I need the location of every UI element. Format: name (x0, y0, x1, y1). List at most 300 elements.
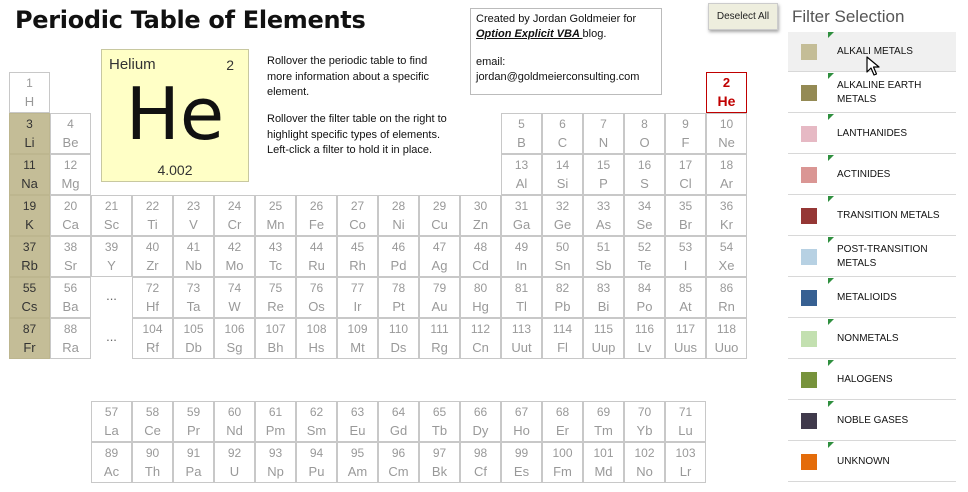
element-symbol: Lr (679, 464, 692, 479)
element-cell-nd[interactable] (214, 401, 255, 442)
element-cell-al[interactable] (501, 154, 542, 195)
element-symbol: Cm (388, 464, 409, 479)
blog-suffix: blog. (582, 27, 607, 40)
atomic-number: 114 (552, 322, 573, 336)
element-symbol: Cn (472, 340, 489, 355)
element-symbol: Y (107, 258, 116, 273)
element-cell-rn[interactable] (706, 277, 747, 318)
element-cell-uut[interactable] (501, 318, 542, 359)
filter-color-swatch (801, 454, 817, 470)
atomic-number: 65 (432, 405, 447, 419)
element-symbol: I (683, 258, 688, 273)
element-symbol: Cu (431, 217, 448, 232)
filter-label: HALOGENS (837, 373, 893, 385)
atomic-number: 30 (473, 199, 488, 213)
element-cell-bk[interactable] (419, 442, 460, 483)
element-cell-xe[interactable] (706, 236, 747, 277)
element-cell-n[interactable] (583, 113, 624, 154)
element-cell-sm[interactable] (296, 401, 337, 442)
element-cell-np[interactable] (255, 442, 296, 483)
atomic-number: 94 (309, 446, 324, 460)
element-symbol: Er (556, 423, 569, 438)
atomic-number: 36 (719, 199, 734, 213)
element-cell-yb[interactable] (624, 401, 665, 442)
atomic-number: 105 (183, 322, 204, 336)
atomic-number: 20 (63, 199, 78, 213)
atomic-number: 61 (268, 405, 283, 419)
element-symbol: Nd (226, 423, 243, 438)
element-symbol: B (517, 135, 526, 150)
credit-line: Created by Jordan Goldmeier for (476, 13, 637, 25)
atomic-number: 117 (675, 322, 696, 336)
email-address[interactable]: jordan@goldmeierconsulting.com (476, 70, 640, 83)
filter-color-swatch (801, 331, 817, 347)
element-symbol: At (679, 299, 692, 314)
filter-label: POST-TRANSITION METALS (837, 243, 928, 269)
atomic-number: 47 (432, 240, 447, 254)
element-cell-nb[interactable] (173, 236, 214, 277)
element-cell-hf[interactable] (132, 277, 173, 318)
atomic-number: 5 (518, 117, 525, 131)
element-cell-o[interactable] (624, 113, 665, 154)
element-symbol: Tl (516, 299, 527, 314)
element-symbol: S (640, 176, 649, 191)
credit-blog-line (476, 27, 656, 42)
element-cell-eu[interactable] (337, 401, 378, 442)
element-cell-h[interactable] (9, 72, 50, 113)
element-symbol: Mn (266, 217, 285, 232)
comment-indicator-icon (828, 442, 834, 448)
atomic-number: 57 (104, 405, 119, 419)
element-symbol: Ne (718, 135, 735, 150)
element-cell-sg[interactable] (214, 318, 255, 359)
element-symbol: Al (515, 176, 528, 191)
element-cell-na[interactable] (9, 154, 50, 195)
element-cell-pb[interactable] (542, 277, 583, 318)
element-cell-v[interactable] (173, 195, 214, 236)
element-cell-p[interactable] (583, 154, 624, 195)
element-cell-i[interactable] (665, 236, 706, 277)
element-cell-f[interactable] (665, 113, 706, 154)
element-symbol: Ac (103, 464, 120, 479)
element-cell-b[interactable] (501, 113, 542, 154)
filter-halogens[interactable] (788, 360, 956, 400)
element-cell-rh[interactable] (337, 236, 378, 277)
element-symbol: Rb (21, 258, 38, 273)
atomic-number: 46 (391, 240, 406, 254)
element-cell-te[interactable] (624, 236, 665, 277)
element-cell-lr[interactable] (665, 442, 706, 483)
element-cell-gd[interactable] (378, 401, 419, 442)
atomic-number: 100 (552, 446, 573, 460)
element-cell-am[interactable] (337, 442, 378, 483)
filter-unknown[interactable] (788, 442, 956, 482)
element-symbol: Ge (553, 217, 572, 232)
atomic-number: 86 (719, 281, 734, 295)
atomic-number: 53 (678, 240, 693, 254)
element-cell-pm[interactable] (255, 401, 296, 442)
element-symbol: K (25, 217, 34, 232)
atomic-number: 12 (63, 158, 78, 172)
atomic-number: 64 (391, 405, 406, 419)
filter-label: TRANSITION METALS (837, 209, 940, 221)
element-cell-bh[interactable] (255, 318, 296, 359)
detail-element-name: Helium (109, 56, 156, 73)
comment-indicator-icon (828, 114, 834, 120)
filter-nonmetals[interactable] (788, 319, 956, 359)
instructions-rollover-table: Rollover the periodic table to find more information about a specific element. (267, 55, 430, 98)
element-symbol: Ga (512, 217, 531, 232)
element-symbol: Ti (147, 217, 158, 232)
filter-post-transition-metals[interactable] (788, 237, 956, 277)
element-cell-kr[interactable] (706, 195, 747, 236)
element-cell-la[interactable] (91, 401, 132, 442)
element-cell-cm[interactable] (378, 442, 419, 483)
element-symbol: Ar (720, 176, 733, 191)
element-cell-pa[interactable] (173, 442, 214, 483)
element-symbol: Ds (390, 340, 407, 355)
actinide-placeholder: ... (106, 329, 117, 344)
atomic-number: 91 (186, 446, 201, 460)
element-cell-uus[interactable] (665, 318, 706, 359)
atomic-number: 116 (634, 322, 655, 336)
element-symbol: Sr (64, 258, 77, 273)
element-cell-se[interactable] (624, 195, 665, 236)
element-symbol: Hf (146, 299, 159, 314)
comment-indicator-icon (828, 360, 834, 366)
element-cell-ra[interactable] (50, 318, 91, 359)
element-cell-fe[interactable] (296, 195, 337, 236)
element-cell-y[interactable] (91, 236, 132, 277)
element-cell-ds[interactable] (378, 318, 419, 359)
element-cell-pu[interactable] (296, 442, 337, 483)
element-cell-s[interactable] (624, 154, 665, 195)
element-cell-pt[interactable] (378, 277, 419, 318)
element-symbol: F (681, 135, 690, 150)
element-cell-ar[interactable] (706, 154, 747, 195)
element-cell-th[interactable] (132, 442, 173, 483)
element-cell-w[interactable] (214, 277, 255, 318)
element-symbol: Br (679, 217, 692, 232)
element-cell-rg[interactable] (419, 318, 460, 359)
atomic-number: 48 (473, 240, 488, 254)
element-symbol: V (189, 217, 198, 232)
atomic-number: 93 (268, 446, 283, 460)
filter-metalioids[interactable] (788, 278, 956, 318)
element-symbol: Nb (185, 258, 202, 273)
element-cell-db[interactable] (173, 318, 214, 359)
atomic-number: 83 (596, 281, 611, 295)
atomic-number: 2 (722, 75, 731, 90)
filter-color-swatch (801, 290, 817, 306)
element-symbol: Mo (225, 258, 244, 273)
atomic-number: 101 (593, 446, 614, 460)
element-cell-sr[interactable] (50, 236, 91, 277)
filter-color-swatch (801, 85, 817, 101)
element-symbol: Ru (308, 258, 325, 273)
instructions-rollover-filter: Rollover the filter table on the right to highlight specific types of elements. Left-click a filter to hold it in place. (267, 113, 447, 156)
filter-actinides[interactable] (788, 155, 956, 195)
element-cell-ba[interactable] (50, 277, 91, 318)
element-symbol: Mt (350, 340, 365, 355)
blog-link[interactable]: Option Explicit VBA (476, 27, 583, 40)
element-cell-pr[interactable] (173, 401, 214, 442)
atomic-number: 118 (716, 322, 737, 336)
element-cell-as[interactable] (583, 195, 624, 236)
atomic-number: 88 (63, 322, 78, 336)
element-symbol: Ra (62, 340, 79, 355)
element-symbol: Cl (679, 176, 692, 191)
element-symbol: Bh (267, 340, 284, 355)
atomic-number: 96 (391, 446, 406, 460)
element-symbol: Fl (557, 340, 568, 355)
atomic-number: 80 (473, 281, 488, 295)
element-symbol: Dy (472, 423, 489, 438)
element-symbol: Ce (144, 423, 161, 438)
filter-panel-title: Filter Selection (792, 7, 905, 26)
element-symbol: Ho (513, 423, 530, 438)
element-symbol: Gd (389, 423, 408, 438)
element-cell-hs[interactable] (296, 318, 337, 359)
atomic-number: 70 (637, 405, 652, 419)
atomic-number: 6 (559, 117, 566, 131)
element-symbol: Fr (23, 340, 36, 355)
element-cell-ir[interactable] (337, 277, 378, 318)
filter-color-swatch (801, 167, 817, 183)
atomic-number: 69 (596, 405, 611, 419)
atomic-number: 10 (719, 117, 734, 131)
element-symbol: Rn (718, 299, 735, 314)
atomic-number: 82 (555, 281, 570, 295)
element-symbol: Tm (594, 423, 613, 438)
element-cell-be[interactable] (50, 113, 91, 154)
element-cell-ne[interactable] (706, 113, 747, 154)
element-cell-li[interactable] (9, 113, 50, 154)
element-cell-zr[interactable] (132, 236, 173, 277)
atomic-number: 34 (637, 199, 652, 213)
element-cell-mn[interactable] (255, 195, 296, 236)
element-cell-os[interactable] (296, 277, 337, 318)
credit-box (470, 8, 662, 95)
element-cell-ca[interactable] (50, 195, 91, 236)
element-symbol: Pm (265, 423, 286, 438)
element-cell-dy[interactable] (460, 401, 501, 442)
element-cell-au[interactable] (419, 277, 460, 318)
element-cell-mo[interactable] (214, 236, 255, 277)
element-cell-ag[interactable] (419, 236, 460, 277)
element-symbol: Db (185, 340, 202, 355)
filter-label: NONMETALS (837, 332, 899, 344)
element-symbol: As (595, 217, 612, 232)
element-cell-si[interactable] (542, 154, 583, 195)
element-cell-cs[interactable] (9, 277, 50, 318)
element-cell-cr[interactable] (214, 195, 255, 236)
atomic-number: 50 (555, 240, 570, 254)
element-symbol: Sb (595, 258, 612, 273)
element-symbol: No (636, 464, 653, 479)
element-cell-rf[interactable] (132, 318, 173, 359)
atomic-number: 59 (186, 405, 201, 419)
element-symbol: Md (594, 464, 613, 479)
element-symbol: Sc (103, 217, 120, 232)
atomic-number: 104 (142, 322, 163, 336)
atomic-number: 110 (388, 322, 409, 336)
atomic-number: 11 (23, 158, 36, 172)
element-cell-cd[interactable] (460, 236, 501, 277)
atomic-number: 13 (514, 158, 529, 172)
filter-label: UNKNOWN (837, 455, 890, 467)
element-cell-at[interactable] (665, 277, 706, 318)
element-cell-hg[interactable] (460, 277, 501, 318)
element-symbol: W (228, 299, 241, 314)
atomic-number: 38 (63, 240, 78, 254)
atomic-number: 42 (227, 240, 242, 254)
atomic-number: 97 (432, 446, 447, 460)
element-symbol: Fm (553, 464, 572, 479)
element-cell-ac[interactable] (91, 442, 132, 483)
element-cell-ho[interactable] (501, 401, 542, 442)
atomic-number: 33 (596, 199, 611, 213)
element-cell-bi[interactable] (583, 277, 624, 318)
element-cell-tc[interactable] (255, 236, 296, 277)
element-cell-fm[interactable] (542, 442, 583, 483)
element-symbol: Bk (431, 464, 448, 479)
element-symbol: Zr (146, 258, 159, 273)
atomic-number: 39 (104, 240, 119, 254)
element-symbol: Lv (637, 340, 652, 355)
atomic-number: 73 (186, 281, 201, 295)
element-cell-er[interactable] (542, 401, 583, 442)
atomic-number: 79 (432, 281, 447, 295)
element-cell-po[interactable] (624, 277, 665, 318)
atomic-number: 37 (22, 240, 37, 254)
atomic-number: 15 (596, 158, 611, 172)
element-cell-cf[interactable] (460, 442, 501, 483)
element-cell-tl[interactable] (501, 277, 542, 318)
element-cell-he[interactable] (706, 72, 747, 113)
atomic-number: 85 (678, 281, 693, 295)
atomic-number: 45 (350, 240, 365, 254)
element-cell-in[interactable] (501, 236, 542, 277)
atomic-number: 76 (309, 281, 324, 295)
element-cell-ga[interactable] (501, 195, 542, 236)
atomic-number: 67 (514, 405, 529, 419)
element-cell-cn[interactable] (460, 318, 501, 359)
element-symbol: Si (556, 176, 569, 191)
filter-lanthanides[interactable] (788, 114, 956, 154)
element-cell-ge[interactable] (542, 195, 583, 236)
element-cell-sb[interactable] (583, 236, 624, 277)
atomic-number: 75 (268, 281, 283, 295)
element-cell-ni[interactable] (378, 195, 419, 236)
element-symbol: Pt (392, 299, 405, 314)
element-symbol: Mg (61, 176, 80, 191)
element-cell-ta[interactable] (173, 277, 214, 318)
element-cell-tb[interactable] (419, 401, 460, 442)
element-symbol: Os (308, 299, 325, 314)
element-symbol: C (557, 135, 568, 150)
element-cell-uup[interactable] (583, 318, 624, 359)
atomic-number: 51 (596, 240, 611, 254)
element-symbol: Th (144, 464, 161, 479)
element-cell-rb[interactable] (9, 236, 50, 277)
atomic-number: 103 (675, 446, 696, 460)
element-symbol: Pr (187, 423, 200, 438)
element-cell-tm[interactable] (583, 401, 624, 442)
atomic-number: 66 (473, 405, 488, 419)
element-detail-card (101, 49, 249, 182)
atomic-number: 32 (555, 199, 570, 213)
element-cell-fr[interactable] (9, 318, 50, 359)
element-cell-fl[interactable] (542, 318, 583, 359)
element-cell-br[interactable] (665, 195, 706, 236)
element-cell-ti[interactable] (132, 195, 173, 236)
filter-label: ALKALI METALS (837, 45, 913, 57)
element-cell-cl[interactable] (665, 154, 706, 195)
element-cell-mt[interactable] (337, 318, 378, 359)
element-cell-ru[interactable] (296, 236, 337, 277)
element-cell-re[interactable] (255, 277, 296, 318)
element-symbol: La (104, 423, 119, 438)
element-cell-sc[interactable] (91, 195, 132, 236)
filter-transition-metals[interactable] (788, 196, 956, 236)
element-cell-md[interactable] (583, 442, 624, 483)
element-cell-lv[interactable] (624, 318, 665, 359)
element-cell-no[interactable] (624, 442, 665, 483)
element-symbol: Zn (472, 217, 489, 232)
element-symbol: N (598, 135, 609, 150)
element-cell-zn[interactable] (460, 195, 501, 236)
atomic-number: 78 (391, 281, 406, 295)
element-symbol: Xe (718, 258, 735, 273)
element-cell-pd[interactable] (378, 236, 419, 277)
element-cell-ce[interactable] (132, 401, 173, 442)
element-symbol: Uup (591, 340, 616, 355)
element-cell-sn[interactable] (542, 236, 583, 277)
filter-color-swatch (801, 249, 817, 265)
atomic-number: 22 (145, 199, 160, 213)
comment-indicator-icon (828, 319, 834, 325)
filter-noble-gases[interactable] (788, 401, 956, 441)
filter-alkaline-earth-metals[interactable] (788, 73, 956, 113)
element-cell-mg[interactable] (50, 154, 91, 195)
element-symbol: Yb (636, 423, 653, 438)
element-cell-es[interactable] (501, 442, 542, 483)
comment-indicator-icon (828, 155, 834, 161)
element-cell-lu[interactable] (665, 401, 706, 442)
comment-indicator-icon (828, 73, 834, 79)
element-cell-u[interactable] (214, 442, 255, 483)
element-symbol: Fe (308, 217, 325, 232)
element-cell-k[interactable] (9, 195, 50, 236)
atomic-number: 18 (719, 158, 734, 172)
atomic-number: 71 (678, 405, 693, 419)
email-label: email: (476, 56, 506, 68)
atomic-number: 41 (186, 240, 201, 254)
deselect-all-button[interactable]: Deselect All (708, 3, 778, 30)
element-cell-c[interactable] (542, 113, 583, 154)
element-cell-co[interactable] (337, 195, 378, 236)
atomic-number: 9 (682, 117, 689, 131)
atomic-number: 95 (350, 446, 365, 460)
atomic-number: 111 (430, 322, 449, 336)
element-symbol: Po (636, 299, 653, 314)
atomic-number: 113 (511, 322, 532, 336)
element-cell-cu[interactable] (419, 195, 460, 236)
atomic-number: 14 (555, 158, 570, 172)
element-symbol: Rf (146, 340, 159, 355)
element-cell-uuo[interactable] (706, 318, 747, 359)
